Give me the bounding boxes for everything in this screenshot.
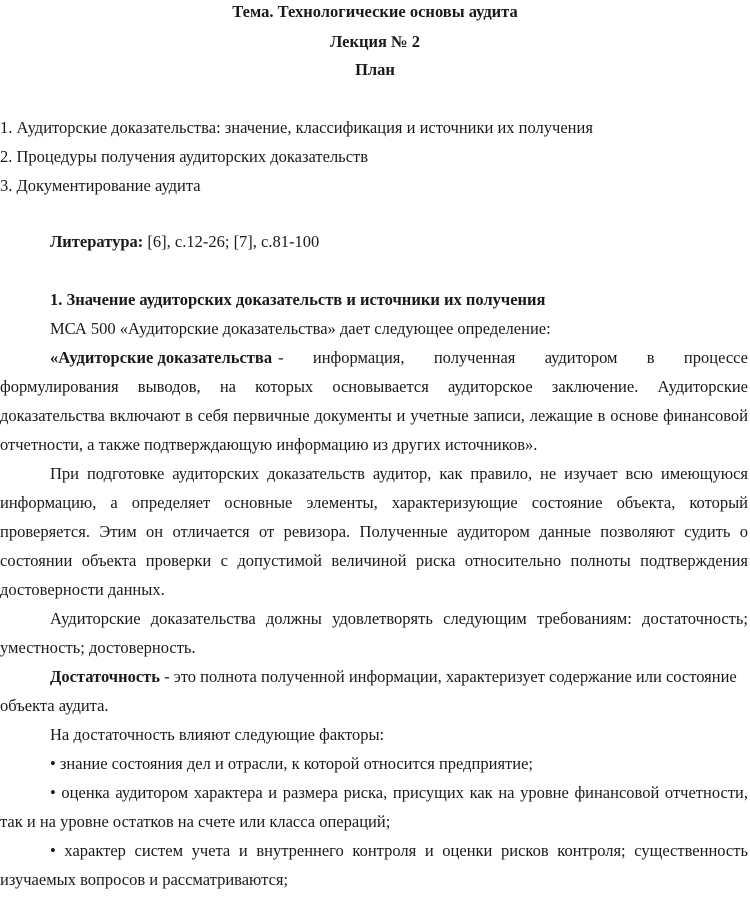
sufficiency-text: - это полнота полученной информации, характеризует содержание или состояние: [159, 667, 737, 686]
section-heading: 1. Значение аудиторских доказательств и источники их получения: [50, 290, 546, 309]
plan-item: 2. Процедуры получения аудиторских доказательств: [0, 147, 369, 166]
paragraph-line: достоверности данных.: [0, 580, 165, 599]
literature: [50, 232, 750, 252]
paragraph-line: информацию, а определяет основные элементы, характеризующие состояние объекта, который: [0, 493, 748, 512]
factors-intro: На достаточность влияют следующие факторы:: [50, 725, 385, 744]
factor-item-continued: так и на уровне остатков на счете или класса операций;: [0, 812, 391, 831]
factor-item: • характер систем учета и внутреннего контроля и оценки рисков контроля; существенность: [50, 841, 748, 860]
definition-text: - информация, полученная аудитором в процессе: [278, 348, 748, 367]
paragraph-line: [50, 667, 750, 687]
definition-line: отчетности, а также подтверждающую информацию из других источников».: [0, 435, 538, 454]
plan-item: 1. Аудиторские доказательства: значение, классификация и источники их получения: [0, 118, 593, 137]
literature-refs: [6], с.12-26; [7], с.81-100: [143, 232, 320, 251]
paragraph-line: проверяется. Этим он отличается от ревизора. Полученные аудитором данные позволяют судить о: [0, 522, 748, 541]
literature-label: Литература:: [50, 232, 144, 251]
sufficiency-term: Достаточность: [50, 667, 160, 686]
topic-title: Тема. Технологические основы аудита: [232, 2, 518, 21]
plan-item: 3. Документирование аудита: [0, 176, 201, 195]
standard-intro: МСА 500 «Аудиторские доказательства» дает следующее определение:: [50, 319, 551, 338]
definition-line: [50, 348, 748, 368]
definition-line: формулирования выводов, на которых основывается аудиторское заключение. Аудиторские: [0, 377, 748, 396]
paragraph-line: При подготовке аудиторских доказательств аудитор, как правило, не изучает всю имеющуюся: [50, 464, 748, 483]
lecture-number: Лекция № 2: [329, 32, 421, 51]
paragraph-line: Аудиторские доказательства должны удовлетворять следующим требованиям: достаточность;: [50, 609, 748, 628]
factor-item: • знание состояния дел и отрасли, к которой относится предприятие;: [50, 754, 533, 773]
definition-term: «Аудиторские доказательства: [50, 348, 273, 367]
paragraph-line: объекта аудита.: [0, 696, 109, 715]
paragraph-line: состоянии объекта проверки с допустимой величиной риска относительно полноты подтверждения: [0, 551, 748, 570]
factor-item-continued: изучаемых вопросов и рассматриваются;: [0, 870, 289, 889]
definition-line: доказательства включают в себя первичные документы и учетные записи, лежащие в основе финансовой: [0, 406, 748, 425]
paragraph-line: уместность; достоверность.: [0, 638, 196, 657]
plan-title: План: [355, 60, 395, 79]
factor-item: • оценка аудитором характера и размера риска, присущих как на уровне финансовой отчетности,: [50, 783, 748, 802]
